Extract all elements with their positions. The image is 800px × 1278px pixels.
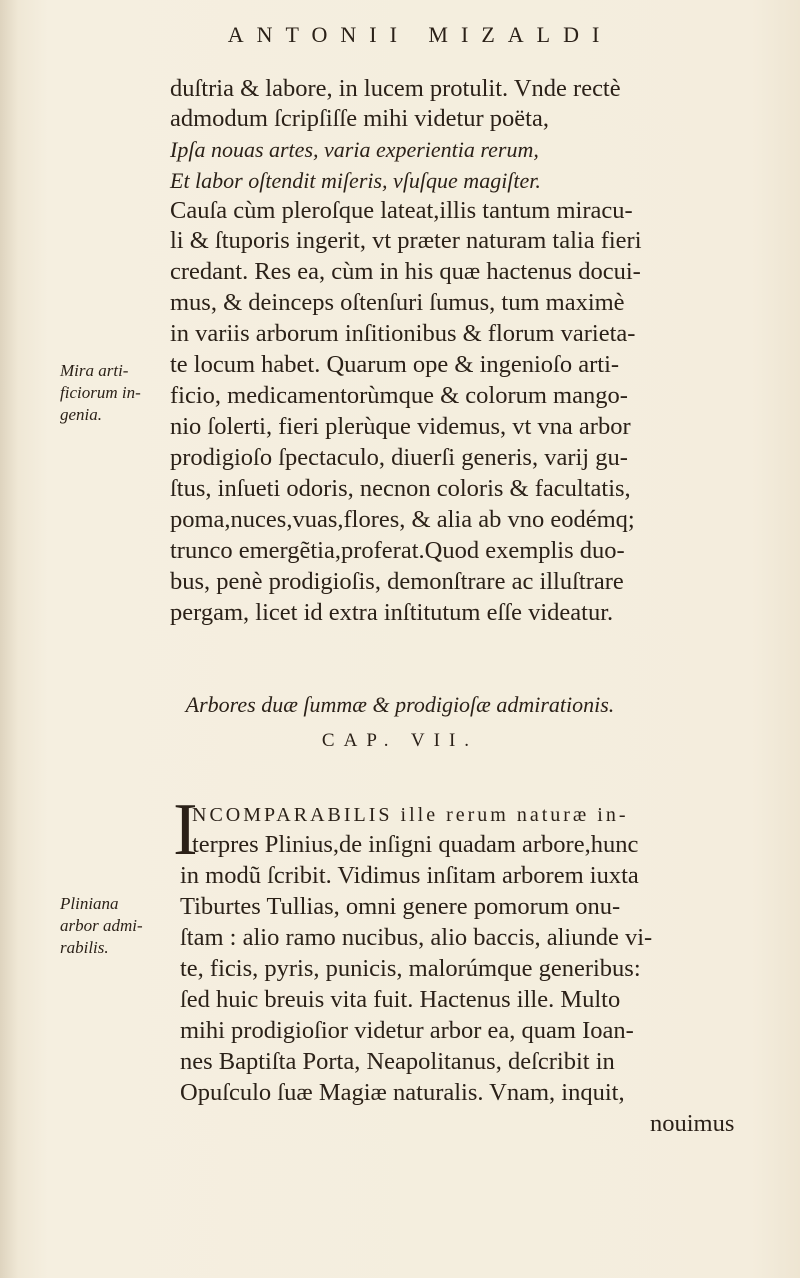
text-line: ficio, medicamentorùmque & colorum mango- bbox=[170, 382, 628, 409]
margin-note-line: genia. bbox=[60, 405, 103, 424]
text-line: admodum ſcripſiſſe mihi videtur poëta, bbox=[170, 105, 549, 132]
text-line: poma,nuces,vuas,flores, & alia ab vno eodémq; bbox=[170, 506, 635, 533]
text-line: in variis arborum inſitionibus & florum varieta- bbox=[170, 320, 636, 347]
text-line: in modũ ſcribit. Vidimus inſitam arborem iuxta bbox=[180, 862, 639, 889]
chapter-title: Arbores duæ ſummæ & prodigioſæ admirationis. bbox=[185, 692, 615, 717]
margin-note-line: ficiorum in- bbox=[60, 383, 141, 402]
text-line: ſed huic breuis vita fuit. Hactenus ille. Multo bbox=[180, 986, 621, 1013]
chapter-label: CAP. VII. bbox=[321, 730, 479, 751]
text-line: nio ſolerti, fieri plerùque videmus, vt vna arbor bbox=[170, 413, 631, 440]
catchword: nouimus bbox=[650, 1110, 735, 1137]
running-header: ANTONII MIZALDI bbox=[227, 22, 613, 47]
text-line: terpres Plinius,de inſigni quadam arbore,hunc bbox=[192, 831, 639, 858]
margin-note-1 bbox=[60, 360, 160, 426]
text-line: mus, & deinceps oſtenſuri ſumus, tum maximè bbox=[170, 289, 625, 316]
text-line: NCOMPARABILIS ille rerum naturæ in- bbox=[192, 804, 629, 826]
text-line: Tiburtes Tullias, omni genere pomorum onu- bbox=[180, 893, 621, 920]
drop-cap: I bbox=[173, 789, 198, 871]
verse-line: Et labor oſtendit miſeris, vſuſque magiſter. bbox=[170, 168, 541, 193]
text-line: li & ſtuporis ingerit, vt præter naturam talia fieri bbox=[170, 227, 642, 254]
text-line: te locum habet. Quarum ope & ingenioſo arti- bbox=[170, 351, 620, 378]
text-line: trunco emergẽtia,proferat.Quod exemplis duo- bbox=[170, 537, 625, 564]
margin-note-2 bbox=[60, 893, 160, 959]
text-line: te, ficis, pyris, punicis, malorúmque generibus: bbox=[180, 955, 641, 982]
text-line: Opuſculo ſuæ Magiæ naturalis. Vnam, inquit, bbox=[180, 1079, 625, 1106]
text-line: ſtus, inſueti odoris, necnon coloris & facultatis, bbox=[170, 475, 631, 502]
text-line: pergam, licet id extra inſtitutum eſſe videatur. bbox=[170, 599, 614, 626]
text-line: duſtria & labore, in lucem protulit. Vnde rectè bbox=[170, 75, 621, 102]
text-line: nes Baptiſta Porta, Neapolitanus, deſcribit in bbox=[180, 1048, 615, 1075]
text-line: credant. Res ea, cùm in his quæ hactenus docui- bbox=[170, 258, 641, 285]
page-gutter-shadow bbox=[0, 0, 18, 1278]
margin-note-line: Mira arti- bbox=[60, 361, 129, 380]
margin-note-line: rabilis. bbox=[60, 938, 109, 957]
text-line: mihi prodigioſior videtur arbor ea, quam Ioan- bbox=[180, 1017, 634, 1044]
verse-line: Ipſa nouas artes, varia experientia rerum, bbox=[170, 137, 539, 162]
margin-note-line: Pliniana bbox=[60, 894, 119, 913]
text-line: prodigioſo ſpectaculo, diuerſi generis, varij gu- bbox=[170, 444, 628, 471]
text-line: Cauſa cùm pleroſque lateat,illis tantum miracu- bbox=[170, 197, 633, 224]
margin-note-line: arbor admi- bbox=[60, 916, 143, 935]
text-line: ſtam : alio ramo nucibus, alio baccis, aliunde vi- bbox=[180, 924, 653, 951]
text-line: bus, penè prodigioſis, demonſtrare ac illuſtrare bbox=[170, 568, 624, 595]
